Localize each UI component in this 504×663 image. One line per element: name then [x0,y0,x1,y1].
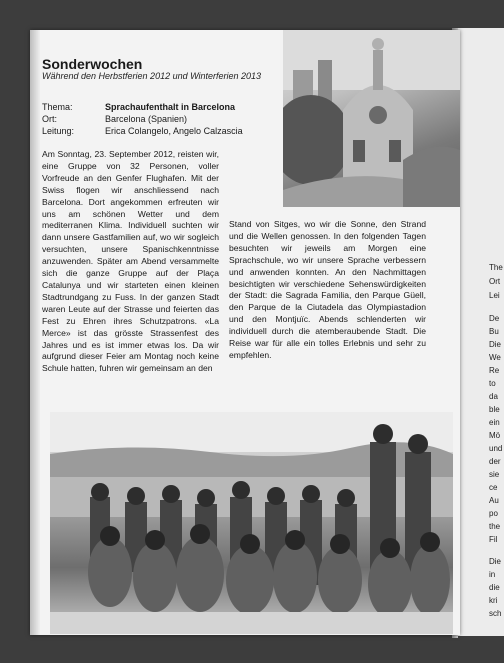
next-page-fragment: De [489,314,500,323]
next-page-fragment: Die [489,557,502,566]
article-subtitle: Während den Herbstferien 2012 und Winterferien 2013 [42,71,262,81]
page-edge [30,30,40,635]
trip-info [42,101,243,137]
next-page-fragment: ble [489,405,500,414]
next-page-fragment: Mö [489,431,501,440]
next-page-fragment: Au [489,496,499,505]
leitung-value: Erica Colangelo, Angelo Calzascia [105,126,243,136]
info-row-leitung [42,125,243,137]
article-title: Sonderwochen [42,56,143,72]
next-page-fragment: Fil [489,535,498,544]
next-page-fragment: die [489,583,500,592]
ort-value: Barcelona (Spanien) [105,114,188,124]
next-page-fragment: Lei [489,291,500,300]
next-page-fragment: to [489,379,496,388]
ort-label: Ort: [42,114,57,124]
next-page-fragment: ce [489,483,498,492]
info-row-thema [42,101,243,113]
next-page-fragment: the [489,522,501,531]
next-page-fragment: Re [489,366,500,375]
next-page-fragment: Ort [489,277,501,286]
next-page-fragment: und [489,444,503,453]
next-page-fragment: ein [489,418,500,427]
thema-value: Sprachaufenthalt in Barcelona [105,102,236,112]
article-column-2: Stand von Sitges, wo wir die Sonne, den Strand und die Wellen genossen. In den folgenden Tagen besuchten wir jeweils am Morgen eine Sprachschule, wo wir unsere Sprache verbessern und anwenden konnten. An den Nachmittagen besichtigten wir verschiedene Sehenswürdigkeiten der Stadt: die Sagrada Familia, den Parque Güell, den Parque de la Ciutadela das Olympiastadion und den Montjuïc. Abends schlenderten wir individuell durch die atemberaubende Stadt. Die Reise war für alle ein tolles Erlebnis und sehr zu empfehlen. [229,219,426,360]
next-page-fragment: kri [489,596,498,605]
article-column-1: Am Sonntag, 23. September 2012, reisten wir, eine Gruppe von 32 Personen, voller Vorfreude an den Genfer Flughafen. Mit der Swiss flogen wir anschliessend nach Barcelona. Dort angekommen erfreuten wir uns am schönen Wetter und dem mediterranen Klima. Individuell suchten wir dann unsere Gastfamilien auf, wo wir sogleich versuchten, unsere Spanischkenntnisse anzuwenden. Später am Abend versammelte sich die ganze Gruppe auf der Plaça Catalunya und wir starteten einen kleinen Stadtrundgang zu Fuss. In der ganzen Stadt waren Leute auf der Strasse und feierten das Fest zu Ehren ihres Schutzpatrons. «La Merce» ist das grösste Strassenfest des Jahres und es ist immer etwas los. Da wir aufgrund dieser Feier am Montag noch keine Schule hatten, fuhren wir gemeinsam an den [42,149,219,374]
next-page-fragment: po [489,509,498,518]
next-page-fragment: in [489,570,496,579]
next-page-fragment: sch [489,609,502,618]
next-page-fragment: We [489,353,501,362]
next-page-fragment: Die [489,340,502,349]
next-page-fragment: da [489,392,498,401]
group-photo [50,412,453,634]
info-row-ort [42,113,243,125]
next-page-fragment: der [489,457,501,466]
next-page-fragment: Bu [489,327,499,336]
next-page-fragment: sie [489,470,500,479]
park-guell-photo [283,30,460,207]
leitung-label: Leitung: [42,126,75,136]
thema-label: Thema: [42,102,73,112]
next-page-fragment: The [489,263,503,272]
